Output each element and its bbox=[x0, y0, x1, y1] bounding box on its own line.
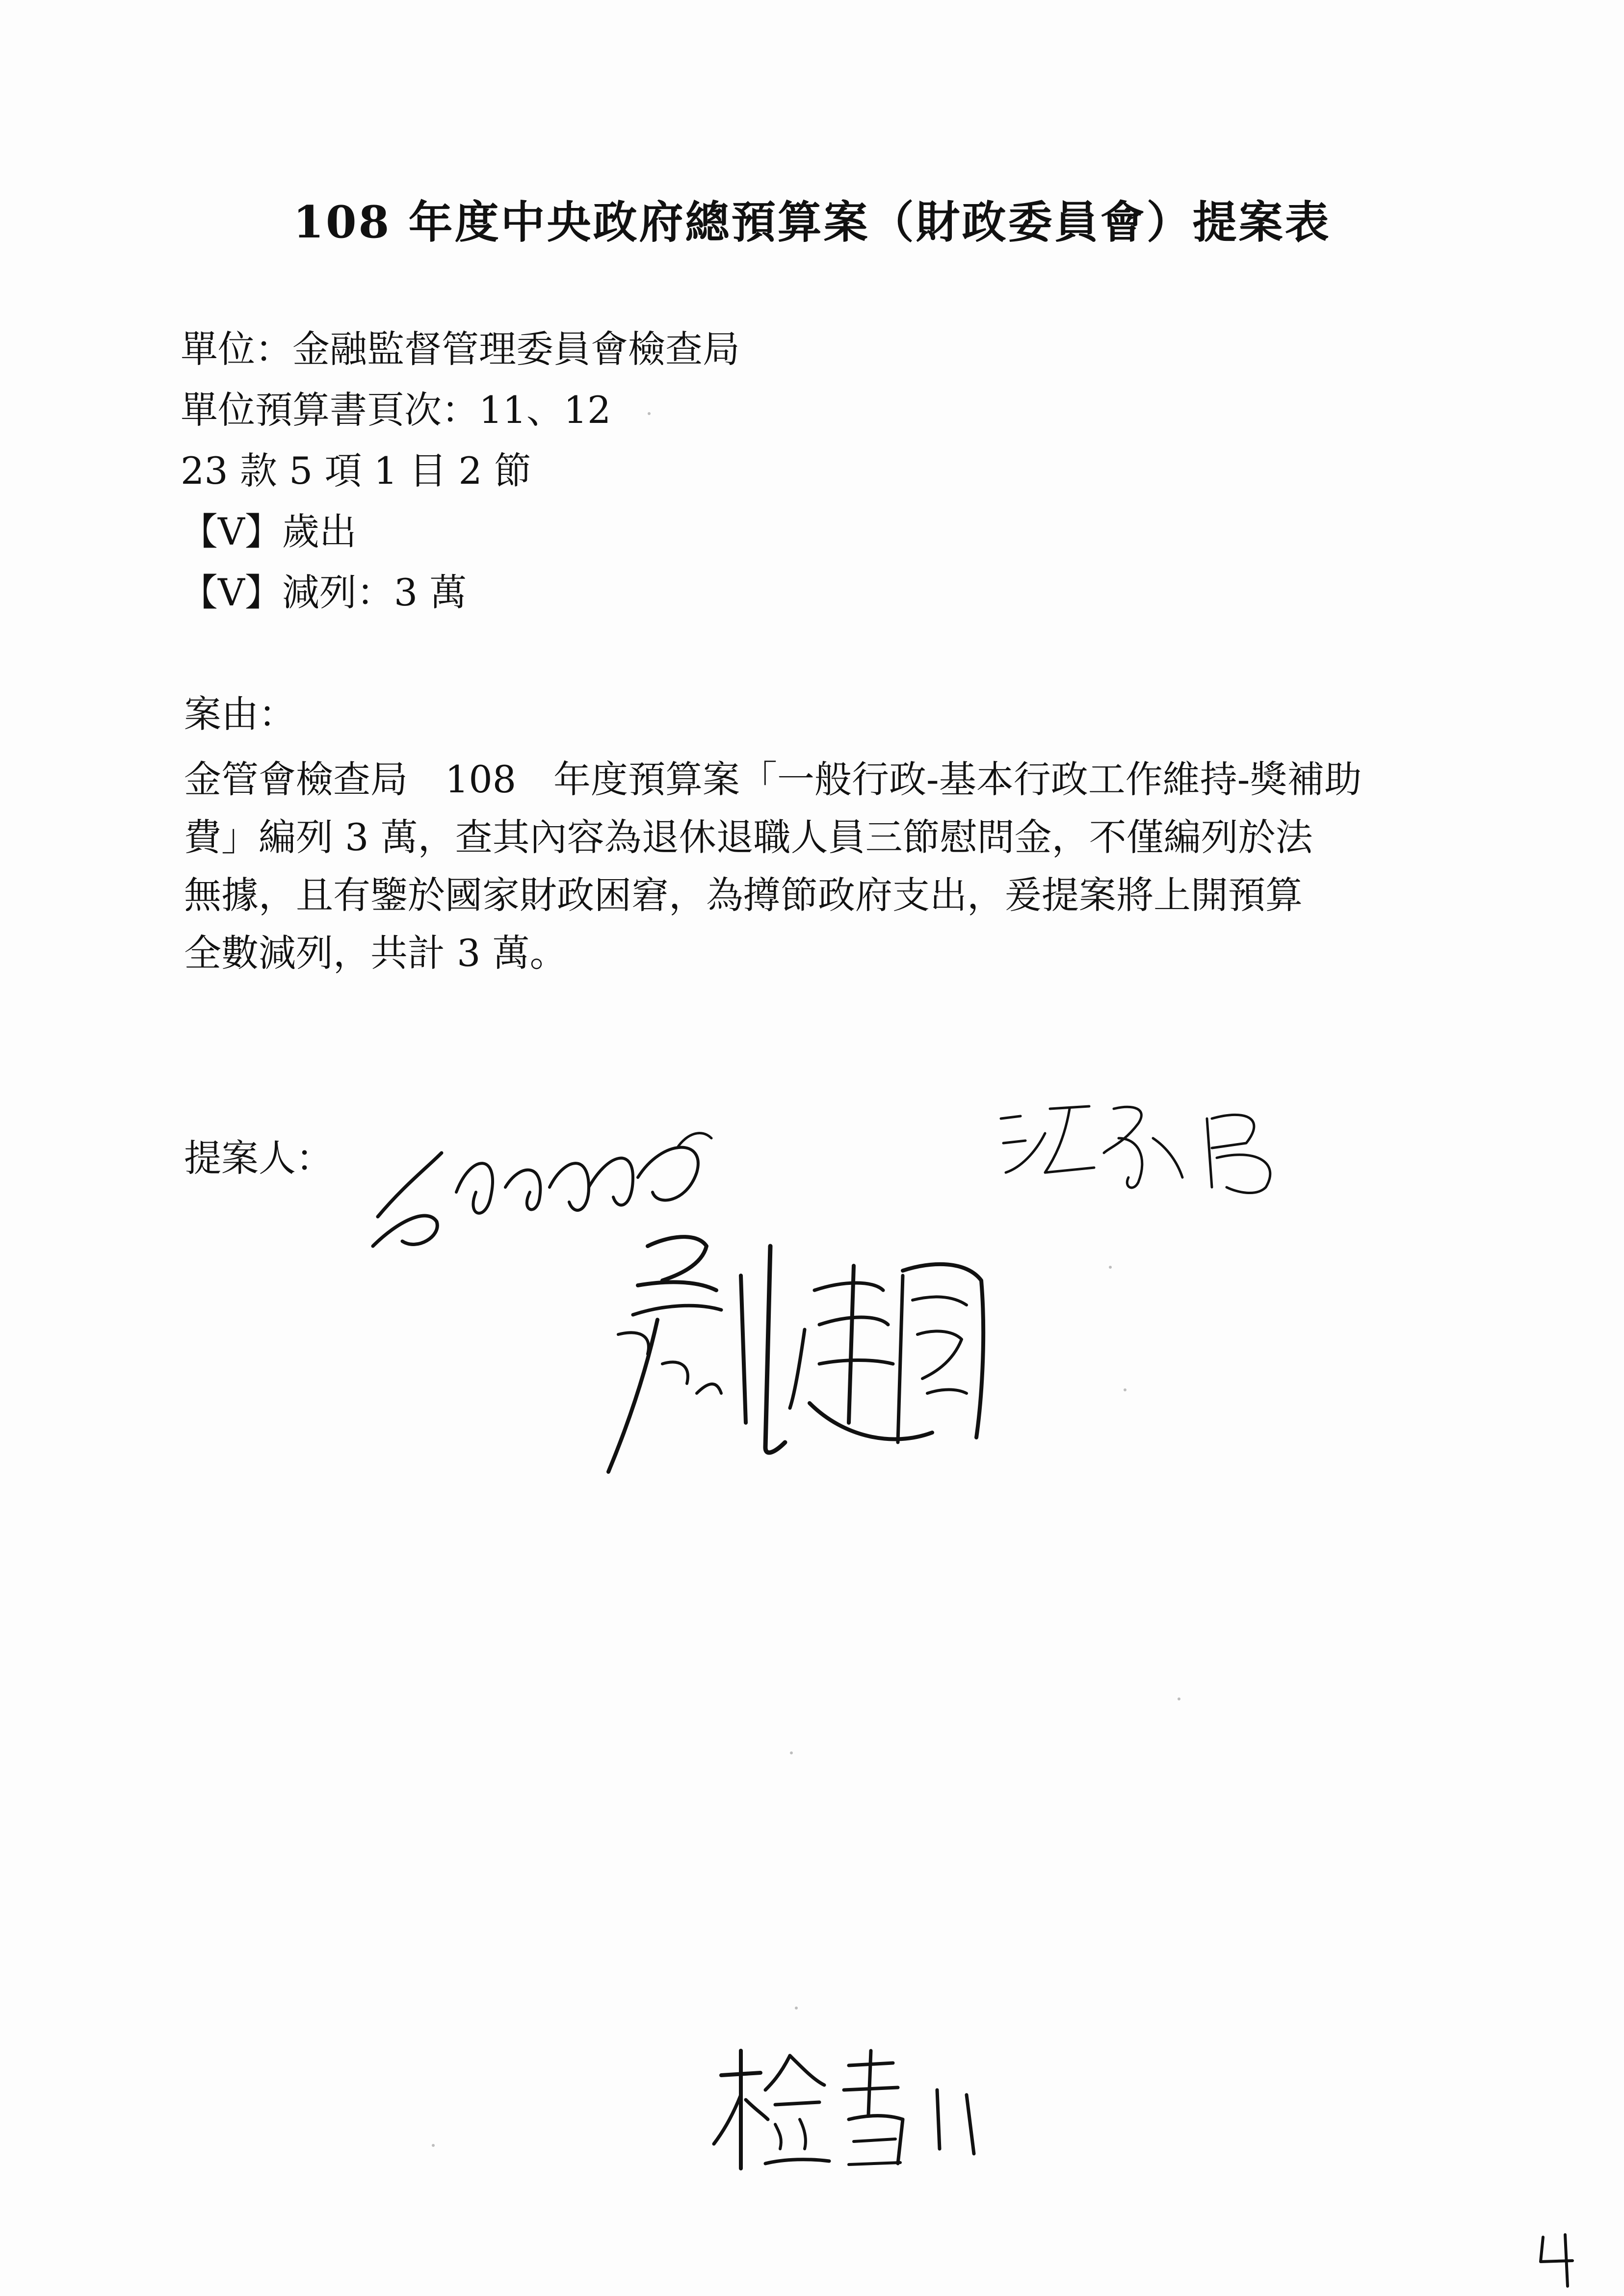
reduction-line: 【V】減列：3 萬 bbox=[181, 571, 467, 614]
reason-body bbox=[184, 751, 1469, 982]
proposal-meta bbox=[181, 319, 740, 623]
signature-jiang-yongchang bbox=[991, 1089, 1295, 1207]
pages-line: 單位預算書頁次：11、12 bbox=[181, 388, 611, 432]
page-title: 108 年度中央政府總預算案（財政委員會）提案表 bbox=[293, 196, 1331, 248]
reason-line-4: 全數減列，共計 3 萬。 bbox=[184, 931, 567, 975]
budget-item-line: 23 款 5 項 1 目 2 節 bbox=[181, 449, 531, 493]
page-number-handwritten bbox=[1531, 2227, 1585, 2291]
proposer-label: 提案人： bbox=[184, 1136, 333, 1180]
reason-label: 案由： bbox=[184, 692, 296, 736]
unit-line: 單位：金融監督管理委員會檢查局 bbox=[181, 327, 740, 371]
reason-line-1: 金管會檢查局 108 年度預算案「一般行政-基本行政工作維持-獎補助 bbox=[184, 757, 1362, 801]
reason-line-3: 無據，且有鑒於國家財政困窘，為撙節政府支出，爰提案將上開預算 bbox=[184, 873, 1303, 917]
signature-liu-jianguo bbox=[589, 1217, 1030, 1491]
reason-line-2: 費」編列 3 萬，查其內容為退休退職人員三節慰問金，不僅編列於法 bbox=[184, 815, 1313, 859]
signature-inspection-11 bbox=[707, 2036, 991, 2183]
expenditure-line: 【V】歲出 bbox=[181, 510, 357, 553]
